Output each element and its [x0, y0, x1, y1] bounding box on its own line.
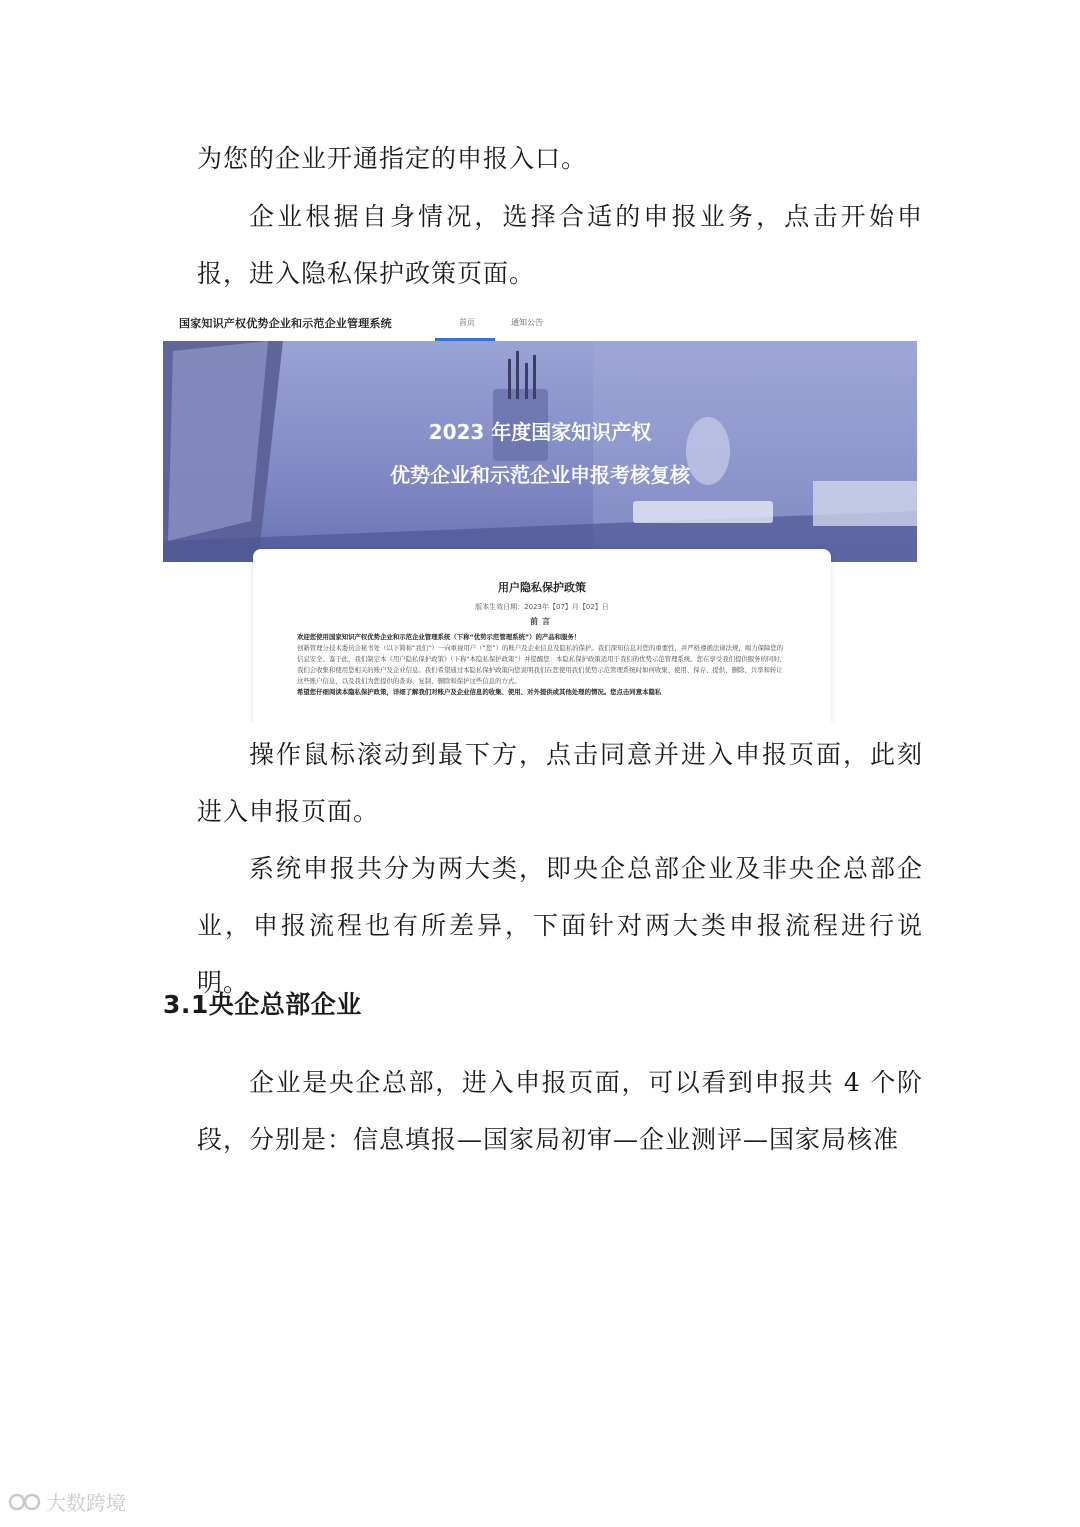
watermark-logo-icon [8, 1491, 42, 1513]
policy-title: 用户隐私保护政策 [498, 581, 586, 594]
tab-notices[interactable]: 通知公告 [511, 318, 543, 327]
system-header [163, 306, 917, 341]
section-heading: 3.1央企总部企业 [163, 990, 362, 1019]
paragraph-5: 企业是央企总部，进入申报页面，可以看到申报共 4 个阶段，分别是：信息填报—国家局初审—企业测评—国家局核准 [197, 1068, 923, 1154]
banner-title-line1: 2023 年度国家知识产权 [428, 420, 652, 444]
watermark-text: 大数跨境 [46, 1491, 126, 1515]
embedded-screenshot [163, 306, 917, 722]
banner-title-line2: 优势企业和示范企业申报考核复核 [390, 463, 690, 487]
policy-body [297, 632, 787, 698]
policy-preface-heading: 前言 [530, 616, 554, 626]
policy-paragraph: 创新管理分技术委员会秘书处（以下简称“我们”）一向重视用户（“您”）的账户及企业信息及隐私的保护。我们深知信息对您的重要性，并严格遵循法律法规，竭力保障您的信息安全。鉴于此，我们制定本《用户隐私保护政策》（下称“本隐私保护政策”）并提醒您：本隐私保护政策适用于我们的优势示范管理系统。您在享受我们提供服务的同时，我们会收集和使用您相关的账户及企业信息。我们希望通过本隐私保护政策向您说明我们在您使用我们优势示范管理系统时如何收集、使用、保存、提供、删除、共享和转让这些账户信息，以及我们为您提供的查询、复制、删除和保护这些信息的方式。 [297, 644, 787, 685]
policy-welcome: 欢迎您使用国家知识产权优势企业和示范企业管理系统（下称“优势示范管理系统”）的产品和服务！ [297, 633, 581, 641]
watermark [8, 1487, 126, 1516]
paragraph-3: 操作鼠标滚动到最下方，点击同意并进入申报页面，此刻进入申报页面。 [197, 740, 923, 826]
paragraph-1: 为您的企业开通指定的申报入口。 [197, 144, 588, 173]
system-title: 国家知识产权优势企业和示范企业管理系统 [179, 317, 392, 330]
policy-hope: 希望您仔细阅读本隐私保护政策，详细了解我们对账户及企业信息的收集、使用、对外提供或其他处理的情况。您点击同意本隐私 [297, 688, 662, 696]
paragraph-2: 企业根据自身情况，选择合适的申报业务，点击开始申报，进入隐私保护政策页面。 [197, 202, 923, 288]
tab-home[interactable]: 首页 [459, 318, 475, 327]
paragraph-4: 系统申报共分为两大类，即央企总部企业及非央企总部企业，申报流程也有所差异，下面针对两大类申报流程进行说明。 [197, 854, 923, 997]
banner [163, 341, 917, 562]
policy-effective-date: 版本生效日期：2023年【07】月【02】日 [475, 603, 609, 611]
desk-scene-illustration [163, 341, 917, 562]
privacy-policy-card[interactable] [253, 549, 831, 722]
